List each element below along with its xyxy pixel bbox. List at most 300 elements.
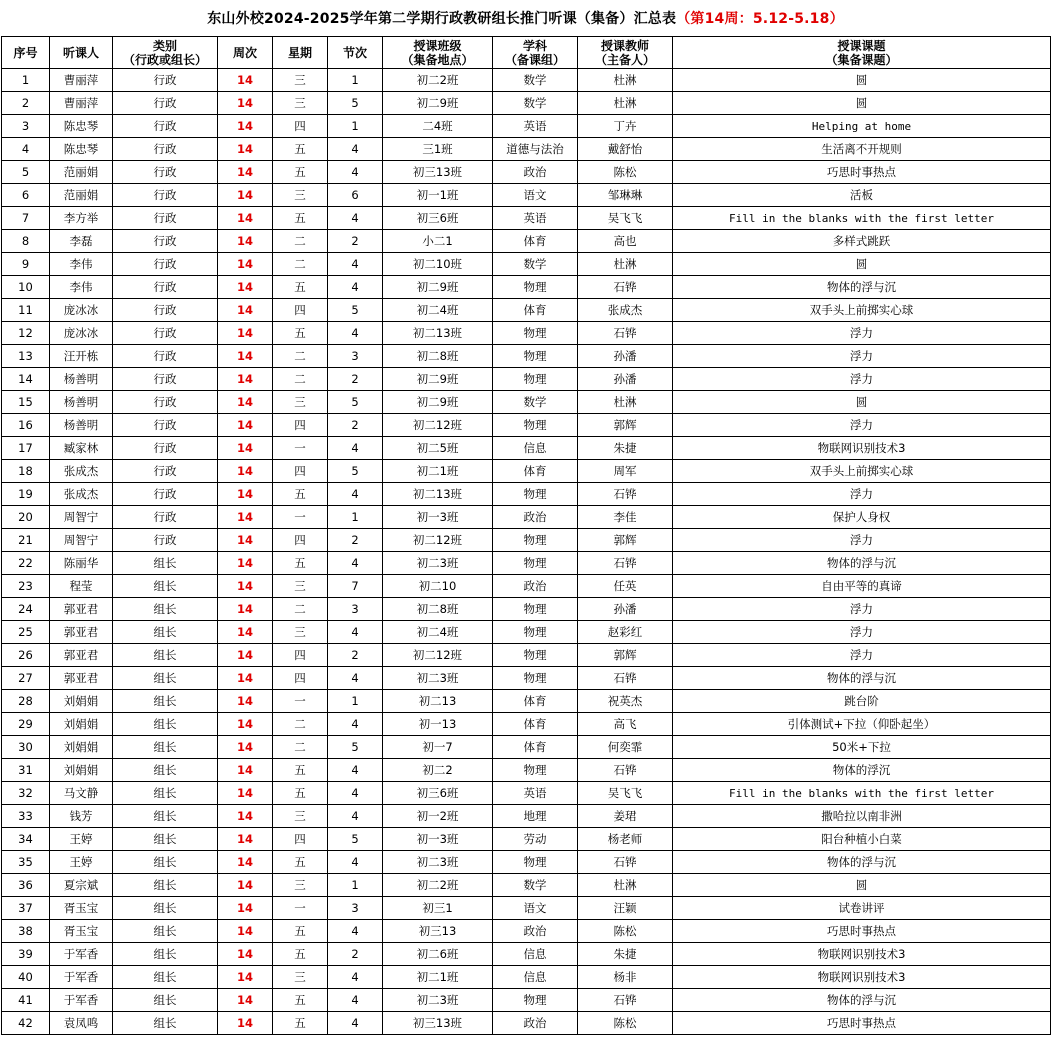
cell-weekday: 四 bbox=[273, 414, 328, 437]
table-row bbox=[2, 782, 1051, 805]
table-row bbox=[2, 644, 1051, 667]
cell-teacher: 朱捷 bbox=[578, 437, 673, 460]
cell-teacher: 郭辉 bbox=[578, 529, 673, 552]
table-row bbox=[2, 759, 1051, 782]
table-row bbox=[2, 805, 1051, 828]
table-row bbox=[2, 207, 1051, 230]
cell-weekday: 三 bbox=[273, 874, 328, 897]
cell-period: 4 bbox=[328, 989, 383, 1012]
cell-period: 4 bbox=[328, 851, 383, 874]
cell-period: 6 bbox=[328, 184, 383, 207]
cell-subject: 政治 bbox=[493, 1012, 578, 1035]
cell-subject: 物理 bbox=[493, 414, 578, 437]
header-subject-line: （备课组） bbox=[504, 52, 565, 67]
cell-period: 1 bbox=[328, 69, 383, 92]
cell-index: 24 bbox=[2, 598, 50, 621]
cell-week: 14 bbox=[218, 414, 273, 437]
cell-subject: 物理 bbox=[493, 322, 578, 345]
cell-category: 组长 bbox=[113, 667, 218, 690]
cell-subject: 物理 bbox=[493, 989, 578, 1012]
cell-teacher: 姜珺 bbox=[578, 805, 673, 828]
cell-period: 4 bbox=[328, 1012, 383, 1035]
header-class bbox=[383, 37, 493, 69]
cell-teacher: 石铧 bbox=[578, 322, 673, 345]
cell-index: 22 bbox=[2, 552, 50, 575]
table-row bbox=[2, 483, 1051, 506]
cell-class: 初二2班 bbox=[383, 69, 493, 92]
cell-listener: 夏宗斌 bbox=[50, 874, 113, 897]
table-header-row bbox=[2, 37, 1051, 69]
cell-category: 行政 bbox=[113, 115, 218, 138]
cell-listener: 李伟 bbox=[50, 276, 113, 299]
cell-period: 1 bbox=[328, 115, 383, 138]
cell-teacher: 陈松 bbox=[578, 161, 673, 184]
cell-week: 14 bbox=[218, 299, 273, 322]
cell-weekday: 二 bbox=[273, 230, 328, 253]
table-row bbox=[2, 874, 1051, 897]
cell-week: 14 bbox=[218, 184, 273, 207]
cell-weekday: 五 bbox=[273, 161, 328, 184]
cell-category: 组长 bbox=[113, 736, 218, 759]
cell-weekday: 四 bbox=[273, 460, 328, 483]
header-class-line: 授课班级 bbox=[413, 38, 462, 53]
cell-subject: 数学 bbox=[493, 92, 578, 115]
cell-teacher: 石铧 bbox=[578, 483, 673, 506]
cell-topic: 多样式跳跃 bbox=[673, 230, 1051, 253]
cell-category: 组长 bbox=[113, 943, 218, 966]
header-teacher-line: 授课教师 bbox=[600, 38, 649, 53]
header-weekday bbox=[273, 37, 328, 69]
cell-topic: Fill in the blanks with the first letter bbox=[673, 782, 1051, 805]
cell-class: 初一3班 bbox=[383, 828, 493, 851]
cell-period: 4 bbox=[328, 782, 383, 805]
cell-week: 14 bbox=[218, 345, 273, 368]
cell-period: 4 bbox=[328, 759, 383, 782]
cell-subject: 劳动 bbox=[493, 828, 578, 851]
cell-category: 组长 bbox=[113, 621, 218, 644]
cell-class: 初二9班 bbox=[383, 276, 493, 299]
table-row bbox=[2, 230, 1051, 253]
cell-class: 初三1 bbox=[383, 897, 493, 920]
cell-period: 7 bbox=[328, 575, 383, 598]
cell-class: 二4班 bbox=[383, 115, 493, 138]
cell-index: 32 bbox=[2, 782, 50, 805]
cell-period: 2 bbox=[328, 529, 383, 552]
cell-week: 14 bbox=[218, 575, 273, 598]
cell-listener: 庞冰冰 bbox=[50, 299, 113, 322]
cell-listener: 范丽娟 bbox=[50, 184, 113, 207]
cell-listener: 于军香 bbox=[50, 989, 113, 1012]
cell-week: 14 bbox=[218, 598, 273, 621]
table-row bbox=[2, 552, 1051, 575]
table-row bbox=[2, 713, 1051, 736]
cell-topic: 圆 bbox=[673, 69, 1051, 92]
cell-index: 11 bbox=[2, 299, 50, 322]
cell-category: 组长 bbox=[113, 805, 218, 828]
cell-class: 初二5班 bbox=[383, 437, 493, 460]
cell-weekday: 二 bbox=[273, 368, 328, 391]
cell-listener: 于军香 bbox=[50, 943, 113, 966]
header-category-line: （行政或组长） bbox=[122, 52, 207, 67]
cell-teacher: 石铧 bbox=[578, 667, 673, 690]
cell-weekday: 五 bbox=[273, 322, 328, 345]
cell-class: 初三6班 bbox=[383, 207, 493, 230]
cell-class: 初二3班 bbox=[383, 989, 493, 1012]
cell-index: 36 bbox=[2, 874, 50, 897]
cell-category: 行政 bbox=[113, 207, 218, 230]
cell-listener: 张成杰 bbox=[50, 483, 113, 506]
cell-category: 组长 bbox=[113, 782, 218, 805]
table-row bbox=[2, 667, 1051, 690]
cell-index: 42 bbox=[2, 1012, 50, 1035]
cell-category: 行政 bbox=[113, 529, 218, 552]
cell-class: 初二12班 bbox=[383, 414, 493, 437]
cell-topic: 双手头上前掷实心球 bbox=[673, 299, 1051, 322]
cell-subject: 物理 bbox=[493, 759, 578, 782]
cell-topic: 物联网识别技术3 bbox=[673, 943, 1051, 966]
cell-subject: 物理 bbox=[493, 621, 578, 644]
cell-class: 初二12班 bbox=[383, 644, 493, 667]
cell-subject: 物理 bbox=[493, 598, 578, 621]
cell-subject: 政治 bbox=[493, 920, 578, 943]
cell-index: 31 bbox=[2, 759, 50, 782]
cell-index: 1 bbox=[2, 69, 50, 92]
cell-weekday: 四 bbox=[273, 828, 328, 851]
cell-category: 组长 bbox=[113, 989, 218, 1012]
cell-class: 初三13班 bbox=[383, 1012, 493, 1035]
cell-index: 14 bbox=[2, 368, 50, 391]
cell-teacher: 石铧 bbox=[578, 276, 673, 299]
cell-topic: 浮力 bbox=[673, 414, 1051, 437]
cell-topic: 物体的浮与沉 bbox=[673, 552, 1051, 575]
cell-listener: 杨善明 bbox=[50, 414, 113, 437]
cell-class: 初二13班 bbox=[383, 322, 493, 345]
cell-teacher: 任英 bbox=[578, 575, 673, 598]
cell-topic: 引体测试+下拉（仰卧起坐） bbox=[673, 713, 1051, 736]
cell-index: 4 bbox=[2, 138, 50, 161]
cell-subject: 物理 bbox=[493, 345, 578, 368]
cell-weekday: 三 bbox=[273, 92, 328, 115]
cell-class: 初三6班 bbox=[383, 782, 493, 805]
cell-teacher: 石铧 bbox=[578, 989, 673, 1012]
cell-index: 34 bbox=[2, 828, 50, 851]
table-row bbox=[2, 598, 1051, 621]
cell-listener: 李磊 bbox=[50, 230, 113, 253]
table-row bbox=[2, 414, 1051, 437]
cell-topic: 浮力 bbox=[673, 368, 1051, 391]
cell-category: 组长 bbox=[113, 552, 218, 575]
cell-teacher: 高也 bbox=[578, 230, 673, 253]
cell-listener: 王婷 bbox=[50, 828, 113, 851]
cell-category: 行政 bbox=[113, 460, 218, 483]
cell-teacher: 高飞 bbox=[578, 713, 673, 736]
cell-topic: 物体的浮与沉 bbox=[673, 276, 1051, 299]
cell-category: 行政 bbox=[113, 483, 218, 506]
cell-week: 14 bbox=[218, 782, 273, 805]
cell-subject: 信息 bbox=[493, 966, 578, 989]
cell-listener: 刘娟娟 bbox=[50, 736, 113, 759]
cell-teacher: 杨老师 bbox=[578, 828, 673, 851]
cell-teacher: 祝英杰 bbox=[578, 690, 673, 713]
cell-period: 4 bbox=[328, 713, 383, 736]
cell-class: 初三13班 bbox=[383, 161, 493, 184]
cell-category: 组长 bbox=[113, 575, 218, 598]
table-row bbox=[2, 253, 1051, 276]
cell-topic: 浮力 bbox=[673, 598, 1051, 621]
cell-category: 组长 bbox=[113, 851, 218, 874]
cell-period: 1 bbox=[328, 506, 383, 529]
cell-listener: 刘娟娟 bbox=[50, 690, 113, 713]
cell-weekday: 五 bbox=[273, 138, 328, 161]
cell-weekday: 五 bbox=[273, 943, 328, 966]
cell-class: 初二1班 bbox=[383, 460, 493, 483]
cell-subject: 物理 bbox=[493, 276, 578, 299]
cell-teacher: 陈松 bbox=[578, 1012, 673, 1035]
cell-weekday: 五 bbox=[273, 207, 328, 230]
cell-category: 组长 bbox=[113, 644, 218, 667]
cell-index: 7 bbox=[2, 207, 50, 230]
table-row bbox=[2, 989, 1051, 1012]
cell-period: 1 bbox=[328, 690, 383, 713]
cell-weekday: 一 bbox=[273, 437, 328, 460]
cell-subject: 物理 bbox=[493, 483, 578, 506]
cell-category: 行政 bbox=[113, 138, 218, 161]
cell-listener: 陈忠琴 bbox=[50, 138, 113, 161]
cell-weekday: 三 bbox=[273, 69, 328, 92]
cell-weekday: 一 bbox=[273, 897, 328, 920]
table-row bbox=[2, 575, 1051, 598]
cell-subject: 语文 bbox=[493, 184, 578, 207]
cell-subject: 物理 bbox=[493, 667, 578, 690]
cell-index: 27 bbox=[2, 667, 50, 690]
cell-category: 组长 bbox=[113, 966, 218, 989]
cell-weekday: 五 bbox=[273, 552, 328, 575]
cell-topic: 生活离不开规则 bbox=[673, 138, 1051, 161]
cell-period: 5 bbox=[328, 828, 383, 851]
cell-index: 9 bbox=[2, 253, 50, 276]
cell-week: 14 bbox=[218, 138, 273, 161]
cell-period: 4 bbox=[328, 207, 383, 230]
table-row bbox=[2, 506, 1051, 529]
cell-weekday: 五 bbox=[273, 920, 328, 943]
cell-index: 33 bbox=[2, 805, 50, 828]
cell-weekday: 五 bbox=[273, 782, 328, 805]
header-class-line: （集备地点） bbox=[401, 52, 474, 67]
cell-listener: 庞冰冰 bbox=[50, 322, 113, 345]
header-weekday-line: 星期 bbox=[287, 45, 312, 60]
cell-period: 4 bbox=[328, 253, 383, 276]
cell-weekday: 五 bbox=[273, 276, 328, 299]
cell-teacher: 戴舒怡 bbox=[578, 138, 673, 161]
cell-category: 组长 bbox=[113, 598, 218, 621]
cell-category: 组长 bbox=[113, 897, 218, 920]
cell-week: 14 bbox=[218, 943, 273, 966]
cell-period: 3 bbox=[328, 897, 383, 920]
cell-category: 行政 bbox=[113, 437, 218, 460]
cell-listener: 于军香 bbox=[50, 966, 113, 989]
table-row bbox=[2, 690, 1051, 713]
cell-week: 14 bbox=[218, 276, 273, 299]
cell-subject: 物理 bbox=[493, 851, 578, 874]
cell-index: 26 bbox=[2, 644, 50, 667]
cell-period: 4 bbox=[328, 920, 383, 943]
cell-class: 初二4班 bbox=[383, 299, 493, 322]
header-subject bbox=[493, 37, 578, 69]
cell-topic: 物体的浮与沉 bbox=[673, 667, 1051, 690]
header-category bbox=[113, 37, 218, 69]
header-week bbox=[218, 37, 273, 69]
cell-class: 小二1 bbox=[383, 230, 493, 253]
cell-index: 3 bbox=[2, 115, 50, 138]
cell-index: 18 bbox=[2, 460, 50, 483]
cell-topic: 浮力 bbox=[673, 529, 1051, 552]
table-row bbox=[2, 1012, 1051, 1035]
cell-subject: 政治 bbox=[493, 506, 578, 529]
cell-topic: 物体的浮与沉 bbox=[673, 989, 1051, 1012]
cell-class: 三1班 bbox=[383, 138, 493, 161]
table-row bbox=[2, 184, 1051, 207]
cell-class: 初二10班 bbox=[383, 253, 493, 276]
cell-index: 35 bbox=[2, 851, 50, 874]
cell-index: 19 bbox=[2, 483, 50, 506]
cell-subject: 物理 bbox=[493, 644, 578, 667]
cell-topic: 物体的浮沉 bbox=[673, 759, 1051, 782]
cell-week: 14 bbox=[218, 92, 273, 115]
cell-week: 14 bbox=[218, 874, 273, 897]
cell-index: 28 bbox=[2, 690, 50, 713]
cell-teacher: 周军 bbox=[578, 460, 673, 483]
cell-topic: 浮力 bbox=[673, 483, 1051, 506]
cell-topic: 物体的浮与沉 bbox=[673, 851, 1051, 874]
cell-class: 初二8班 bbox=[383, 345, 493, 368]
cell-listener: 袁凤鸣 bbox=[50, 1012, 113, 1035]
table-row bbox=[2, 69, 1051, 92]
cell-topic: 物联网识别技术3 bbox=[673, 966, 1051, 989]
table-row bbox=[2, 943, 1051, 966]
cell-index: 2 bbox=[2, 92, 50, 115]
cell-class: 初一3班 bbox=[383, 506, 493, 529]
sheet-title-main: 东山外校2024-2025学年第二学期行政教研组长推门听课（集备）汇总表 bbox=[207, 11, 677, 27]
cell-teacher: 石铧 bbox=[578, 851, 673, 874]
cell-period: 2 bbox=[328, 943, 383, 966]
cell-week: 14 bbox=[218, 736, 273, 759]
cell-class: 初二13 bbox=[383, 690, 493, 713]
cell-category: 组长 bbox=[113, 874, 218, 897]
cell-topic: 巧思时事热点 bbox=[673, 1012, 1051, 1035]
cell-class: 初二3班 bbox=[383, 667, 493, 690]
cell-index: 23 bbox=[2, 575, 50, 598]
cell-class: 初二3班 bbox=[383, 851, 493, 874]
cell-period: 4 bbox=[328, 667, 383, 690]
cell-index: 17 bbox=[2, 437, 50, 460]
cell-week: 14 bbox=[218, 644, 273, 667]
cell-period: 3 bbox=[328, 345, 383, 368]
cell-topic: 活板 bbox=[673, 184, 1051, 207]
cell-period: 3 bbox=[328, 598, 383, 621]
cell-class: 初一1班 bbox=[383, 184, 493, 207]
cell-week: 14 bbox=[218, 69, 273, 92]
cell-index: 16 bbox=[2, 414, 50, 437]
cell-index: 39 bbox=[2, 943, 50, 966]
cell-week: 14 bbox=[218, 529, 273, 552]
cell-category: 行政 bbox=[113, 92, 218, 115]
cell-weekday: 二 bbox=[273, 598, 328, 621]
header-period-line: 节次 bbox=[342, 45, 367, 60]
cell-period: 4 bbox=[328, 161, 383, 184]
cell-week: 14 bbox=[218, 851, 273, 874]
cell-weekday: 二 bbox=[273, 736, 328, 759]
cell-subject: 物理 bbox=[493, 368, 578, 391]
cell-week: 14 bbox=[218, 828, 273, 851]
cell-topic: 圆 bbox=[673, 253, 1051, 276]
cell-category: 组长 bbox=[113, 690, 218, 713]
cell-teacher: 赵彩红 bbox=[578, 621, 673, 644]
cell-week: 14 bbox=[218, 322, 273, 345]
cell-class: 初二2班 bbox=[383, 874, 493, 897]
cell-subject: 政治 bbox=[493, 575, 578, 598]
cell-listener: 李方举 bbox=[50, 207, 113, 230]
cell-period: 2 bbox=[328, 414, 383, 437]
cell-period: 2 bbox=[328, 368, 383, 391]
cell-topic: 阳台种植小白菜 bbox=[673, 828, 1051, 851]
cell-week: 14 bbox=[218, 690, 273, 713]
cell-listener: 杨善明 bbox=[50, 391, 113, 414]
cell-topic: 圆 bbox=[673, 874, 1051, 897]
cell-class: 初二1班 bbox=[383, 966, 493, 989]
cell-week: 14 bbox=[218, 230, 273, 253]
cell-subject: 政治 bbox=[493, 161, 578, 184]
cell-category: 组长 bbox=[113, 920, 218, 943]
cell-teacher: 朱捷 bbox=[578, 943, 673, 966]
cell-listener: 臧家林 bbox=[50, 437, 113, 460]
cell-listener: 刘娟娟 bbox=[50, 713, 113, 736]
cell-teacher: 张成杰 bbox=[578, 299, 673, 322]
table-row bbox=[2, 299, 1051, 322]
cell-weekday: 三 bbox=[273, 391, 328, 414]
table-row bbox=[2, 345, 1051, 368]
cell-teacher: 邹琳琳 bbox=[578, 184, 673, 207]
cell-week: 14 bbox=[218, 460, 273, 483]
cell-class: 初二10 bbox=[383, 575, 493, 598]
table-row bbox=[2, 368, 1051, 391]
table-row bbox=[2, 897, 1051, 920]
cell-subject: 地理 bbox=[493, 805, 578, 828]
cell-class: 初二3班 bbox=[383, 552, 493, 575]
cell-teacher: 杜淋 bbox=[578, 253, 673, 276]
cell-index: 12 bbox=[2, 322, 50, 345]
cell-subject: 信息 bbox=[493, 943, 578, 966]
cell-index: 15 bbox=[2, 391, 50, 414]
lesson-summary-table bbox=[1, 36, 1051, 1035]
cell-teacher: 孙潘 bbox=[578, 598, 673, 621]
cell-weekday: 四 bbox=[273, 644, 328, 667]
cell-teacher: 李佳 bbox=[578, 506, 673, 529]
cell-teacher: 何奕霏 bbox=[578, 736, 673, 759]
cell-topic: 浮力 bbox=[673, 621, 1051, 644]
cell-subject: 道德与法治 bbox=[493, 138, 578, 161]
table-row bbox=[2, 92, 1051, 115]
cell-teacher: 杜淋 bbox=[578, 69, 673, 92]
cell-topic: 保护人身权 bbox=[673, 506, 1051, 529]
cell-week: 14 bbox=[218, 805, 273, 828]
cell-listener: 郭亚君 bbox=[50, 667, 113, 690]
cell-week: 14 bbox=[218, 368, 273, 391]
cell-period: 4 bbox=[328, 483, 383, 506]
cell-teacher: 杨非 bbox=[578, 966, 673, 989]
cell-listener: 曹丽萍 bbox=[50, 92, 113, 115]
cell-topic: 跳台阶 bbox=[673, 690, 1051, 713]
cell-week: 14 bbox=[218, 667, 273, 690]
